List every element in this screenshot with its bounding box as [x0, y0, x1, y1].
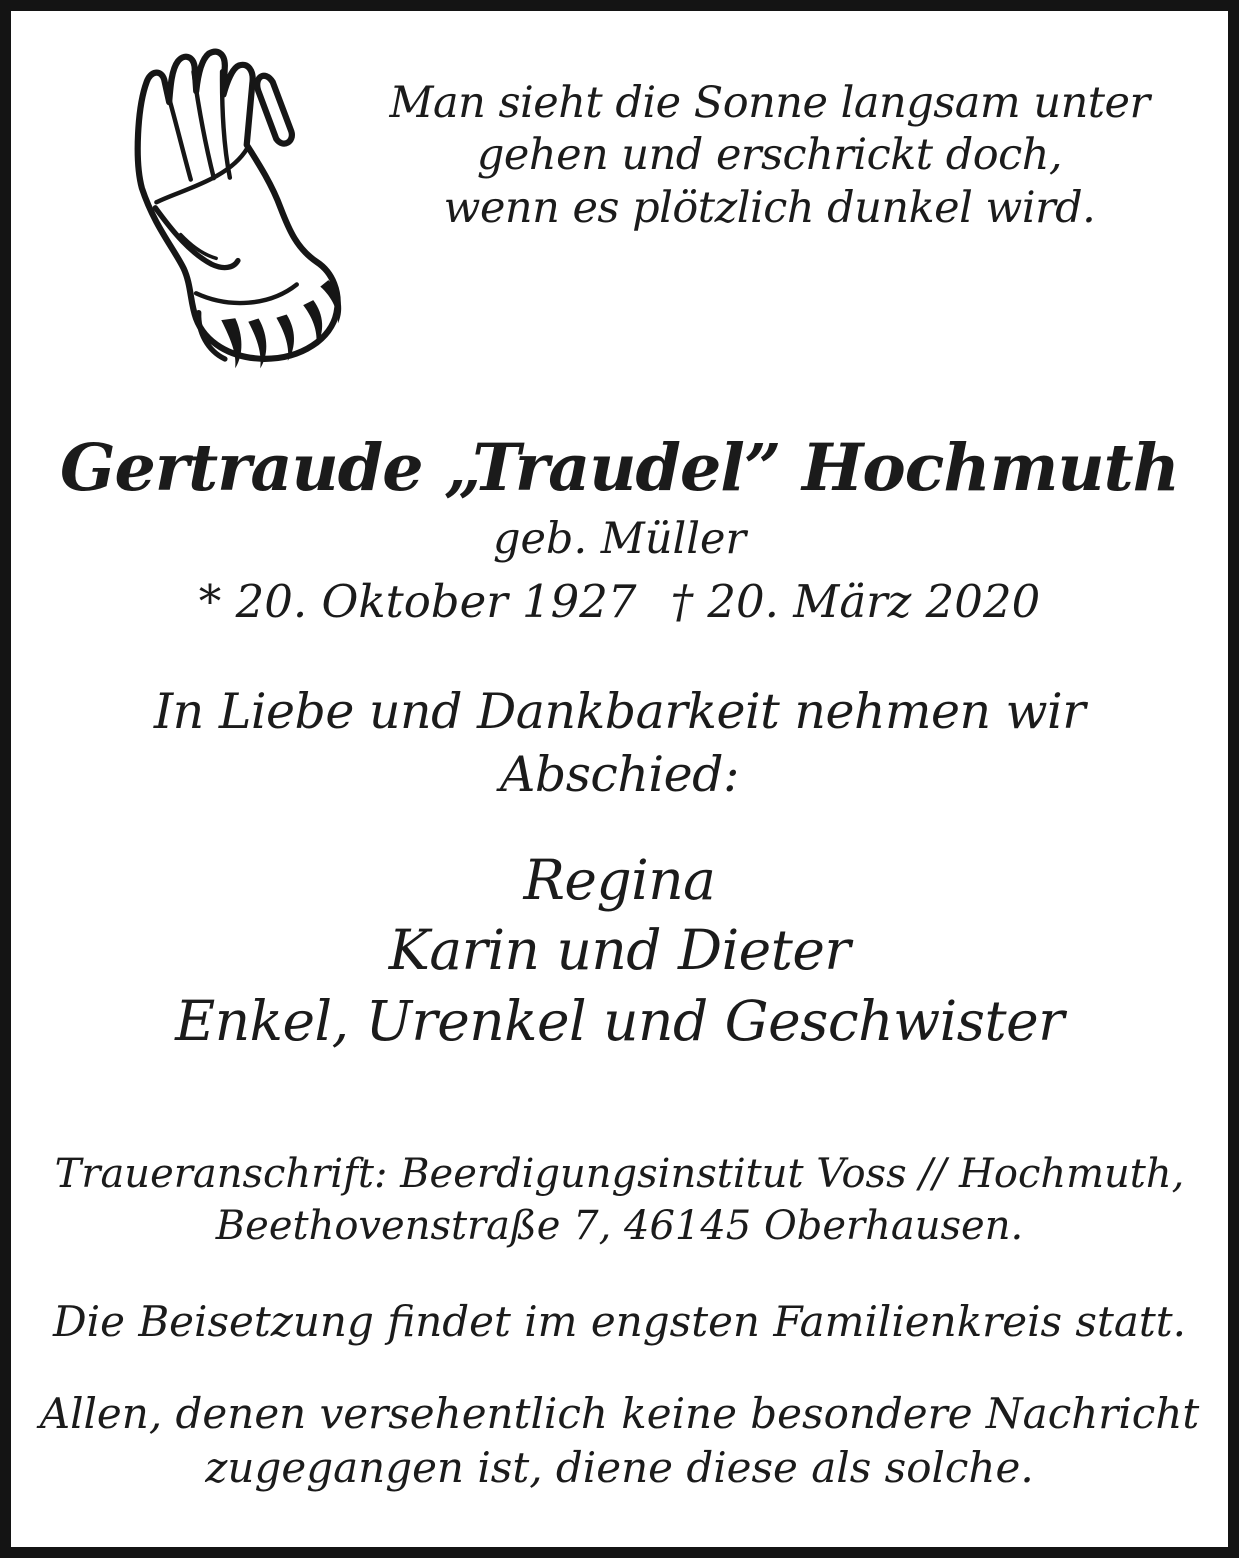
mourners-list — [11, 845, 1228, 1056]
mourner-entry: Enkel, Urenkel und Geschwister — [175, 988, 1064, 1053]
life-dates — [11, 576, 1228, 628]
verse-line: gehen und erschrickt doch, — [476, 130, 1063, 181]
mourner-entry: Karin und Dieter — [388, 918, 851, 983]
praying-hands-icon — [99, 41, 371, 413]
address-line: Traueranschrift: Beerdigungsinstitut Voss // Hochmuth, — [54, 1151, 1185, 1198]
address-line: Beethovenstraße 7, 46145 Oberhausen. — [215, 1203, 1024, 1250]
header-section — [11, 11, 1228, 411]
notification-line: zugegangen ist, diene diese als solche. — [205, 1443, 1034, 1493]
farewell-statement — [11, 680, 1228, 807]
death-date: † 20. März 2020 — [670, 574, 1041, 628]
verse-line: Man sieht die Sonne langsam unter — [389, 78, 1150, 128]
verse-line: wenn es plötzlich dunkel wird. — [443, 182, 1096, 233]
birth-date: * 20. Oktober 1927 — [198, 574, 637, 628]
farewell-line: In Liebe und Dankbarkeit nehmen wir — [153, 682, 1086, 740]
mourner-entry: Regina — [523, 848, 716, 913]
notification-note — [11, 1387, 1228, 1496]
mourning-address — [11, 1148, 1228, 1252]
memorial-verse — [311, 11, 1228, 234]
deceased-name: Gertraude „Traudel” Hochmuth — [60, 430, 1179, 506]
farewell-line: Abschied: — [500, 746, 739, 804]
burial-note: Die Beisetzung findet im engsten Familienkreis statt. — [53, 1297, 1186, 1347]
maiden-name: geb. Müller — [492, 513, 747, 564]
notification-line: Allen, denen versehentlich keine besondere Nachricht — [39, 1388, 1200, 1438]
